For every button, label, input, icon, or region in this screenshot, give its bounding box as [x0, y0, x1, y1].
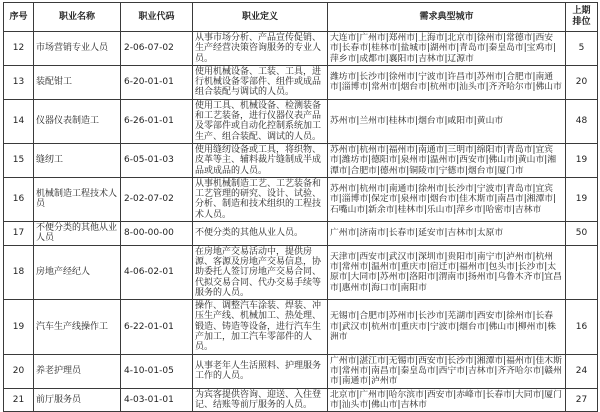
occupation-definition-cell: 使用缝纫设备或工具，将织物、皮革等主、辅料裁片缝制成半成品或成品的人员。: [193, 143, 328, 177]
header-demand-cities: 需求典型城市: [328, 3, 566, 32]
occupation-code-cell: 8-00-00-00: [121, 222, 193, 246]
table-row: [4, 388, 598, 412]
demand-cities-cell: 大连市|广州市|郑州市|上海市|北京市|徐州市|常德市|西安市|长春市|桂林市|盐城市|湖州市|青岛市|秦皇岛市|宝鸡市|萍乡市|成都市|襄阳市|吉林市|辽源市: [328, 32, 566, 66]
occupation-name-cell: 前厅服务员: [34, 388, 121, 412]
table-row: [4, 177, 598, 221]
header-previous-rank: [566, 3, 598, 32]
occupation-definition-cell: 在房地产交易活动中，提供房源、客源及房地产交易信息，协助委托人签订房地产交易合同、代拟交易合同、代办交易手续等服务的人员。: [193, 245, 328, 299]
header-index: 序号: [4, 3, 34, 32]
occupation-code-cell: 6-26-01-01: [121, 99, 193, 143]
header-row: [4, 3, 598, 32]
occupation-code-cell: 2-02-07-02: [121, 177, 193, 221]
occupation-definition-cell: 使用工具、机械设备、检测装备和工艺装备，进行仪器仪表产品及零部件或自动化控制系统加工生产、组合装配、调试的人员。: [193, 99, 328, 143]
row-index-cell: 16: [4, 177, 34, 221]
table-row: [4, 143, 598, 177]
row-index-cell: 17: [4, 222, 34, 246]
header-occupation-definition: 职业定义: [193, 3, 328, 32]
occupation-code-cell: 6-05-01-03: [121, 143, 193, 177]
occupation-name-cell: 市场营销专业人员: [34, 32, 121, 66]
occupation-code-cell: 4-10-01-05: [121, 354, 193, 388]
occupation-definition-cell: 从事老年人生活照料、护理服务工作的人员。: [193, 354, 328, 388]
demand-cities-cell: 苏州市|杭州市|福州市|南通市|三明市|绵阳市|青岛市|宜宾市|潍坊市|德阳市|泉州市|温州市|西安市|佛山市|黄山市|湘潭市|合肥市|德州市|铜陵市|宁德市|烟台市|厦门市: [328, 143, 566, 177]
previous-rank-cell: 27: [566, 388, 598, 412]
header-occupation-name: 职业名称: [34, 3, 121, 32]
occupation-name-cell: 汽车生产线操作工: [34, 300, 121, 354]
occupation-definition-cell: 操作、调整汽车涂装、焊装、冲压生产线、机械加工、热处理、锻造、铸造等设备，进行汽车生产加工，加工汽车零部件的人员。: [193, 300, 328, 354]
occupation-code-cell: 4-03-01-01: [121, 388, 193, 412]
row-index-cell: 18: [4, 245, 34, 299]
header-previous-rank-label: 上期排位: [572, 6, 591, 27]
occupation-name-cell: 装配钳工: [34, 65, 121, 99]
previous-rank-cell: 48: [566, 99, 598, 143]
previous-rank-cell: 50: [566, 222, 598, 246]
occupation-name-cell: 养老护理员: [34, 354, 121, 388]
row-index-cell: 21: [4, 388, 34, 412]
occupation-code-cell: 6-20-01-01: [121, 65, 193, 99]
demand-cities-cell: 潍坊市|长沙市|徐州市|宁波市|许昌市|苏州市|合肥市|南通市|淄博市|常州市|烟台市|杭州市|汕头市|齐齐哈尔市|佛山市: [328, 65, 566, 99]
table-row: [4, 32, 598, 66]
table-row: [4, 354, 598, 388]
table-row: [4, 222, 598, 246]
row-index-cell: 15: [4, 143, 34, 177]
demand-cities-cell: 广州市|济南市|长春市|延安市|吉林市|太原市: [328, 222, 566, 246]
header-occupation-code: 职业代码: [121, 3, 193, 32]
demand-cities-cell: 北京市|广州市|哈尔滨市|西安市|赤峰市|长春市|大同市|厦门市|汕头市|佛山市|吉林市: [328, 388, 566, 412]
occupation-definition-cell: 从事市场分析、产品宣传促销、生产经营决策咨询服务的专业人员。: [193, 32, 328, 66]
occupation-code-cell: 4-06-02-01: [121, 245, 193, 299]
occupation-code-cell: 6-22-01-01: [121, 300, 193, 354]
demand-cities-cell: 苏州市|兰州市|桂林市|烟台市|咸阳市|黄山市: [328, 99, 566, 143]
occupation-definition-cell: 从事机械制造工艺、工艺装备和工艺管理的研究、设计、试验、分析、制造和技术组织的工程技术人员。: [193, 177, 328, 221]
occupation-name-cell: 机械制造工程技术人员: [34, 177, 121, 221]
demand-cities-cell: 苏州市|杭州市|南通市|徐州市|长沙市|宁波市|青岛市|宜宾市|淄博市|保定市|泉州市|烟台市|佳木斯市|南昌市|湘潭市|石嘴山市|新余市|桂林市|乐山市|萍乡市|哈密市|吉林市: [328, 177, 566, 221]
previous-rank-cell: 5: [566, 32, 598, 66]
previous-rank-cell: 20: [566, 65, 598, 99]
table-row: [4, 99, 598, 143]
occupation-name-cell: 房地产经纪人: [34, 245, 121, 299]
previous-rank-cell: 19: [566, 143, 598, 177]
previous-rank-cell: 24: [566, 354, 598, 388]
demand-cities-cell: 无锡市|合肥市|苏州市|长沙市|芜湖市|西安市|徐州市|长春市|武汉市|杭州市|重庆市|宁波市|烟台市|佛山市|柳州市|株洲市: [328, 300, 566, 354]
row-index-cell: 19: [4, 300, 34, 354]
row-index-cell: 14: [4, 99, 34, 143]
table-header: [4, 3, 598, 32]
demand-cities-cell: 天津市|西安市|武汉市|深圳市|贵阳市|南宁市|泸州市|杭州市|常州市|温州市|重庆市|宿迁市|福州市|包头市|长沙市|太原市|大同市|苏州市|洛阳市|渭南市|扬州市|乌鲁木齐市|宜昌市|惠州市|海口市|南阳市: [328, 245, 566, 299]
table-container: [3, 2, 597, 412]
occupation-name-cell: 不便分类的其他从业人员: [34, 222, 121, 246]
row-index-cell: 13: [4, 65, 34, 99]
occupation-definition-cell: 使用机械设备、工装、工具，进行机械设备零部件、组件或成品组合装配与调试的人员。: [193, 65, 328, 99]
row-index-cell: 20: [4, 354, 34, 388]
previous-rank-cell: [566, 245, 598, 299]
demand-cities-cell: 广州市|湛江市|无锡市|西安市|长沙市|湘潭市|福州市|佳木斯市|常州市|南昌市|秦皇岛市|西宁市|吉林市|齐齐哈尔市|赣州市|南通市|泸州市: [328, 354, 566, 388]
row-index-cell: 12: [4, 32, 34, 66]
table-row: [4, 300, 598, 354]
occupation-table: [3, 2, 598, 412]
previous-rank-cell: 19: [566, 177, 598, 221]
occupation-definition-cell: 为宾客提供咨询、迎送、入住登记、结账等前厅服务的人员。: [193, 388, 328, 412]
occupation-definition-cell: 不便分类的其他从业人员。: [193, 222, 328, 246]
table-body: [4, 32, 598, 412]
table-row: [4, 245, 598, 299]
previous-rank-cell: 16: [566, 300, 598, 354]
occupation-name-cell: 缝纫工: [34, 143, 121, 177]
table-row: [4, 65, 598, 99]
occupation-name-cell: 仪器仪表制造工: [34, 99, 121, 143]
occupation-code-cell: 2-06-07-02: [121, 32, 193, 66]
